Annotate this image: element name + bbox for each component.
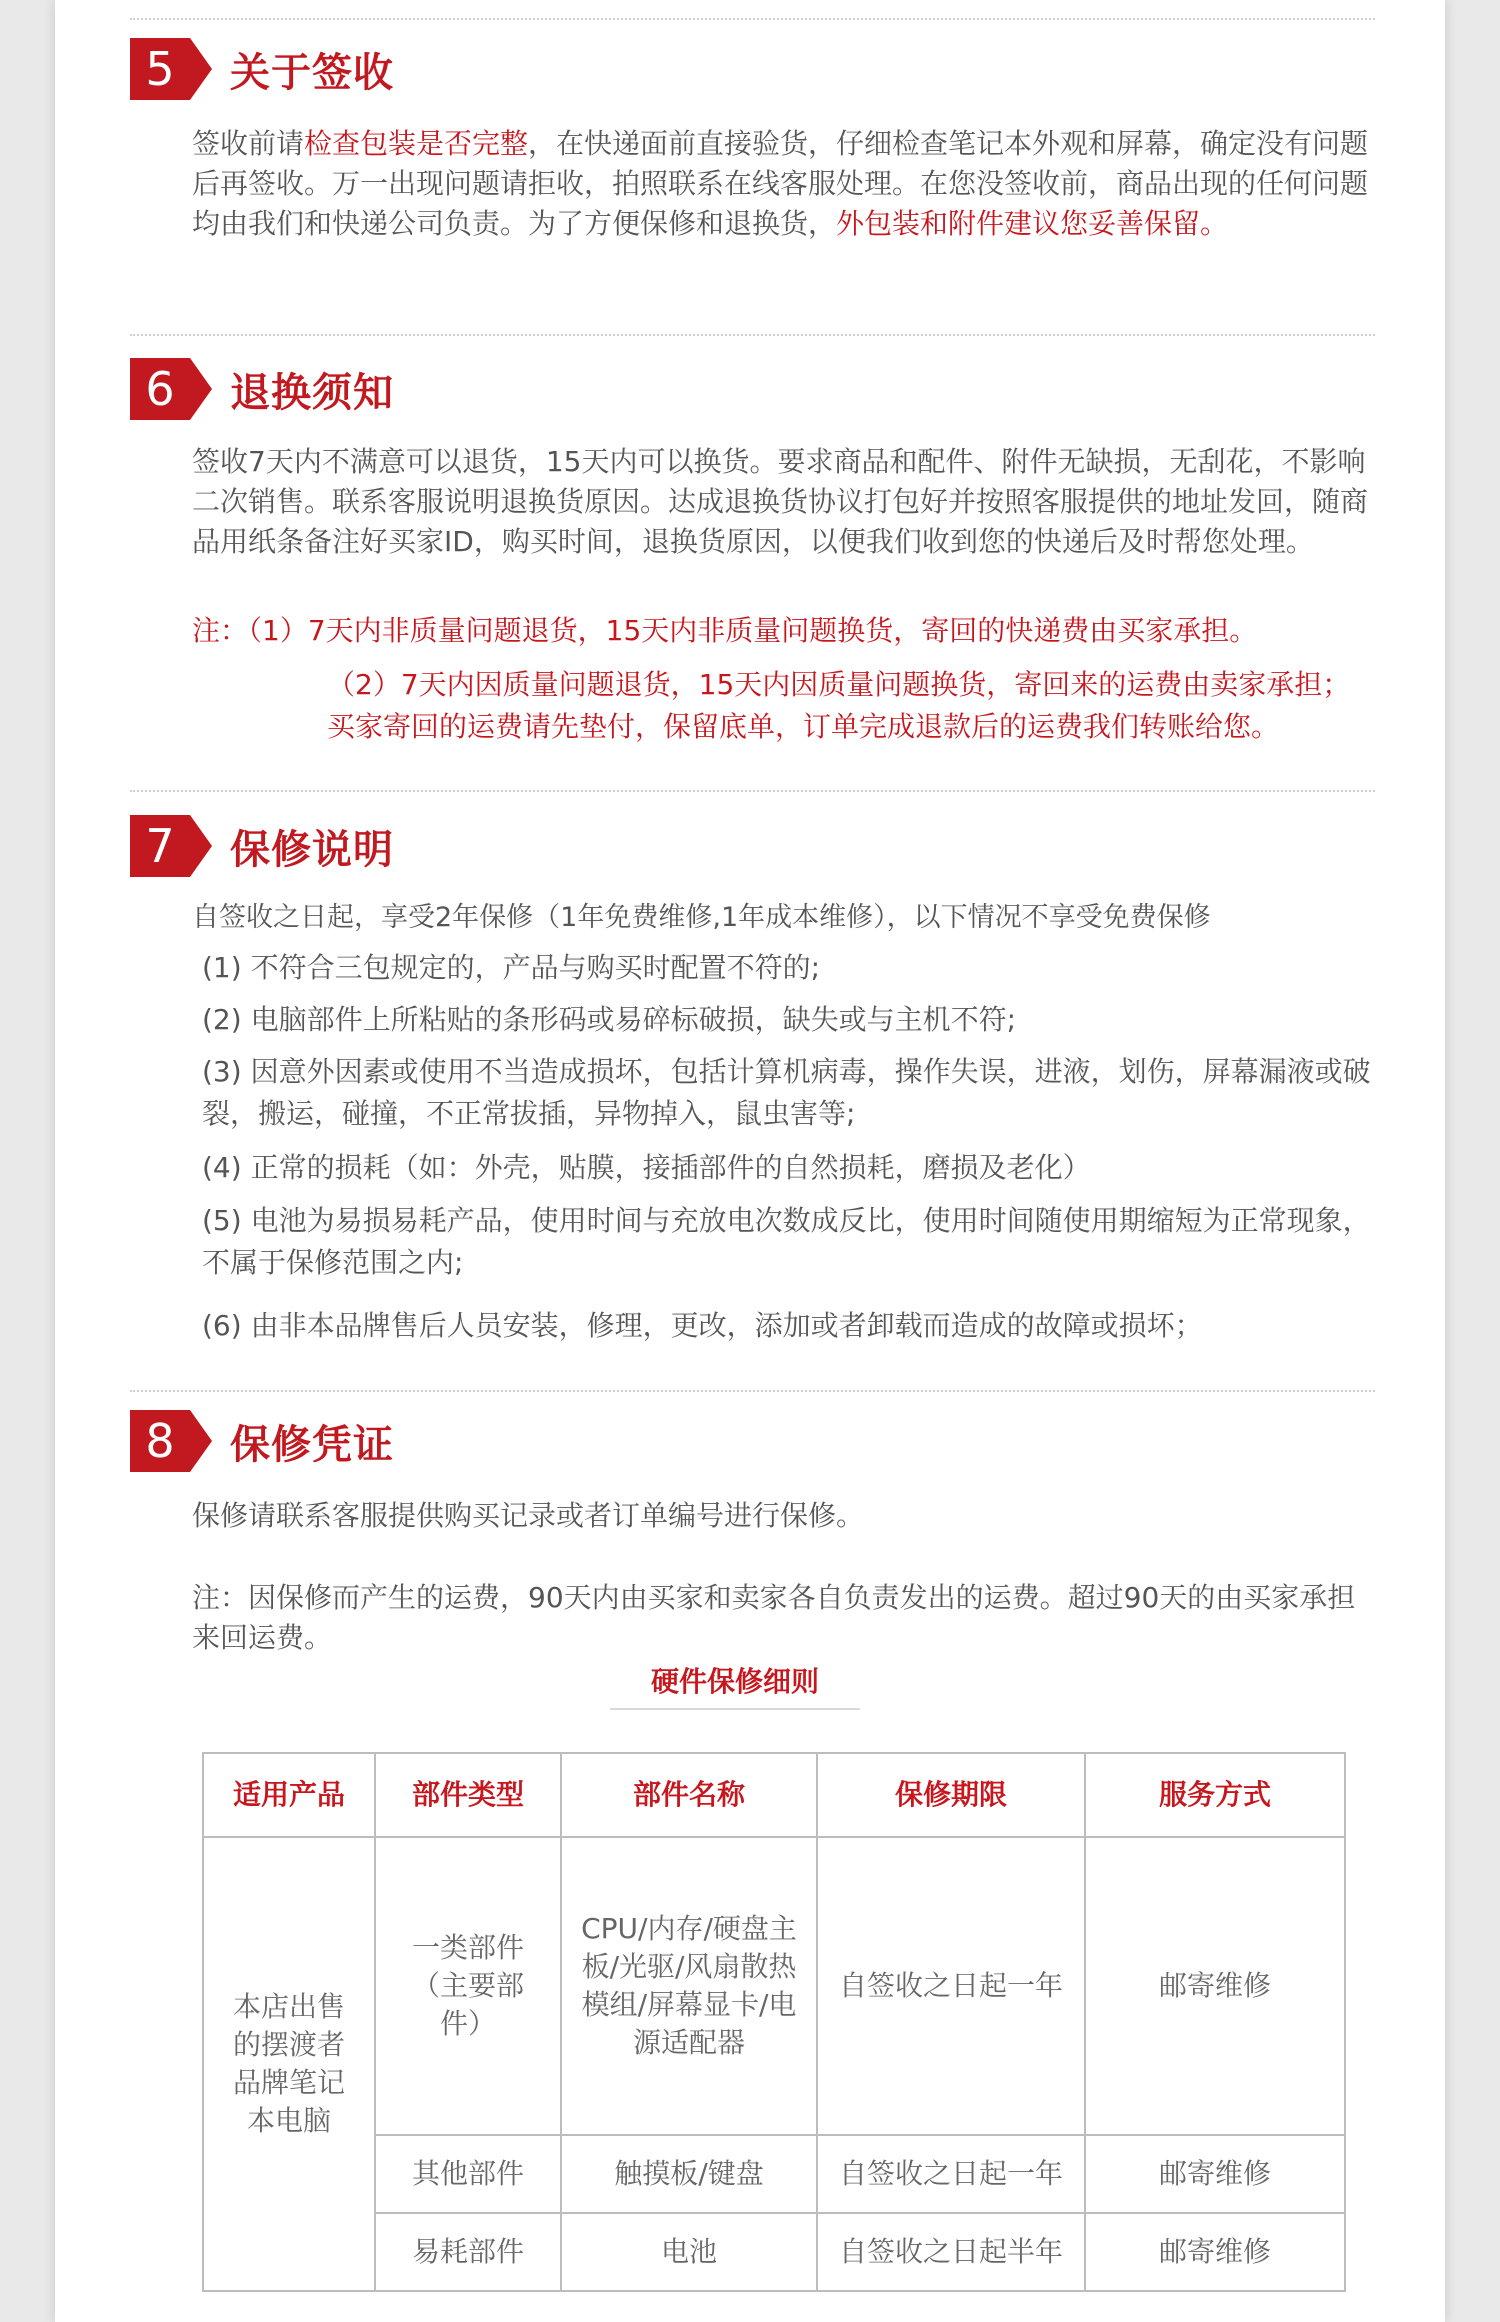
- list-item: (2) 电脑部件上所粘贴的条形码或易碎标破损，缺失或与主机不符;: [202, 1003, 1016, 1036]
- table-header-row: [203, 1753, 1345, 1837]
- table-row: [203, 2135, 1345, 2213]
- page: [55, 0, 1445, 2322]
- divider: [130, 1390, 1375, 1392]
- list-item: (1) 不符合三包规定的，产品与购买时配置不符的;: [202, 951, 820, 984]
- warranty-period-cell: 自签收之日起一年: [817, 2135, 1085, 2213]
- product-cell: 本店出售的摆渡者品牌笔记本电脑: [203, 1837, 375, 2291]
- divider: [130, 790, 1375, 792]
- section-number-badge: 5: [130, 38, 190, 100]
- warranty-period-cell: 自签收之日起一年: [817, 1837, 1085, 2135]
- part-name-cell: 触摸板/键盘: [561, 2135, 817, 2213]
- column-header: 部件名称: [561, 1753, 817, 1837]
- column-header: 部件类型: [375, 1753, 561, 1837]
- column-header: 保修期限: [817, 1753, 1085, 1837]
- part-type-cell: 其他部件: [375, 2135, 561, 2213]
- section-5-header: [130, 38, 394, 100]
- column-header: 适用产品: [203, 1753, 375, 1837]
- part-type-cell: 易耗部件: [375, 2213, 561, 2291]
- section-7-header: [130, 815, 394, 877]
- divider: [130, 334, 1375, 336]
- service-cell: 邮寄维修: [1085, 2213, 1345, 2291]
- section-8-note: 注：因保修而产生的运费，90天内由买家和卖家各自负责发出的运费。超过90天的由买家承担来回运费。: [192, 1581, 1356, 1654]
- part-name-cell: CPU/内存/硬盘主板/光驱/风扇散热模组/屏幕显卡/电源适配器: [561, 1837, 817, 2135]
- list-item: (6) 由非本品牌售后人员安装，修理，更改，添加或者卸载而造成的故障或损坏；: [202, 1309, 1203, 1342]
- section-6-paragraph: 签收7天内不满意可以退货，15天内可以换货。要求商品和配件、附件无缺损，无刮花，不影响二次销售。联系客服说明退换货原因。达成退换货协议打包好并按照客服提供的地址发回，随商品用纸条备注好买家ID，购买时间，退换货原因，以便我们收到您的快递后及时帮您处理。: [192, 445, 1369, 558]
- section-5-paragraph: [192, 124, 1372, 244]
- note-2: （2）7天内因质量问题退货，15天内因质量问题换货，寄回来的运费由卖家承担；买家寄回的运费请先垫付，保留底单，订单完成退款后的运费我们转账给您。: [327, 668, 1351, 743]
- table-row: [203, 1837, 1345, 2135]
- divider: [130, 18, 1375, 20]
- highlight-text: 外包装和附件建议您妥善保留。: [836, 207, 1229, 240]
- column-header: 服务方式: [1085, 1753, 1345, 1837]
- section-number-badge: 6: [130, 358, 190, 420]
- table-title: 硬件保修细则: [610, 1660, 860, 1710]
- list-item: (3) 因意外因素或使用不当造成损坏，包括计算机病毒，操作失误，进液，划伤，屏幕漏液或破裂，搬运，碰撞，不正常拔插，异物掉入，鼠虫害等;: [202, 1055, 1371, 1130]
- note-1: 注：（1）7天内非质量问题退货，15天内非质量问题换货，寄回的快递费由买家承担。: [192, 614, 1258, 647]
- section-title: 关于签收: [230, 49, 394, 96]
- section-7-intro: 自签收之日起，享受2年保修（1年免费维修,1年成本维修），以下情况不享受免费保修: [192, 902, 1211, 933]
- service-cell: 邮寄维修: [1085, 2135, 1345, 2213]
- highlight-text: 检查包装是否完整: [304, 127, 529, 160]
- list-item: (5) 电池为易损易耗产品，使用时间与充放电次数成反比，使用时间随使用期缩短为正常现象，不属于保修范围之内;: [202, 1204, 1371, 1279]
- section-title: 保修说明: [230, 826, 394, 873]
- text: 签收前请: [192, 127, 305, 160]
- section-number-badge: 8: [130, 1410, 190, 1472]
- part-type-cell: 一类部件（主要部件）: [375, 1837, 561, 2135]
- section-8-header: [130, 1410, 394, 1472]
- section-number-badge: 7: [130, 815, 190, 877]
- section-6-header: [130, 358, 394, 420]
- warranty-period-cell: 自签收之日起半年: [817, 2213, 1085, 2291]
- section-title: 退换须知: [230, 369, 394, 416]
- section-8-paragraph: 保修请联系客服提供购买记录或者订单编号进行保修。: [192, 1499, 865, 1532]
- table-row: [203, 2213, 1345, 2291]
- warranty-table: [202, 1752, 1346, 2292]
- text: ，在快递面前直接验货，仔细检查笔记本外观和屏幕，确定没有问题后再签收。万一出现问题请拒收，拍照联系在线客服处理。在您没签收前，商品出现的任何问题均由我们和快递公司负责。为了方便保修和退换货，: [192, 127, 1369, 240]
- list-item: (4) 正常的损耗（如：外壳，贴膜，接插部件的自然损耗，磨损及老化）: [202, 1151, 1091, 1184]
- part-name-cell: 电池: [561, 2213, 817, 2291]
- service-cell: 邮寄维修: [1085, 1837, 1345, 2135]
- section-title: 保修凭证: [230, 1421, 394, 1468]
